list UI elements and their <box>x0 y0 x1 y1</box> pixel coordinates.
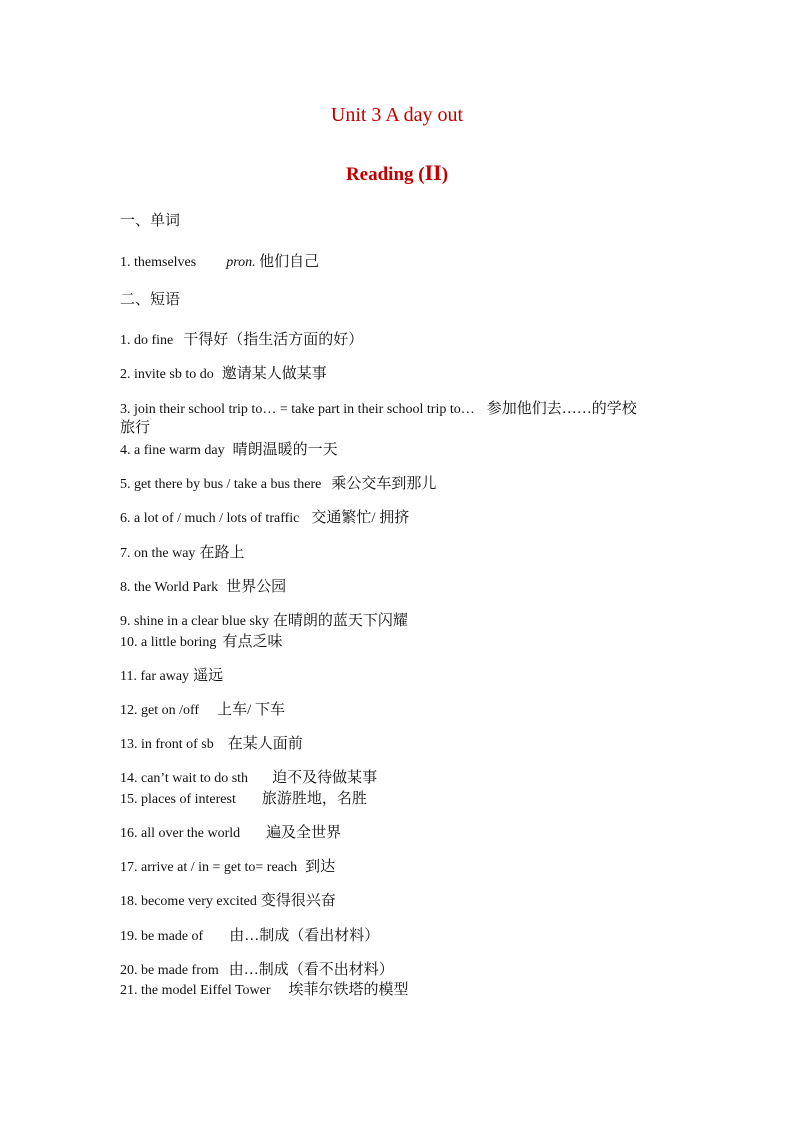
subtitle-number: II <box>424 160 442 185</box>
phrase-english: 14. can’t wait to do sth <box>120 771 249 786</box>
phrase-english: 11. far away <box>120 669 190 684</box>
section-heading-words: 一、单词 <box>120 213 181 229</box>
phrase-english: 17. arrive at / in = get to= reach <box>120 860 298 875</box>
phrase-chinese: 世界公园 <box>226 579 287 595</box>
phrase-item <box>120 364 327 385</box>
phrase-english: 10. a little boring <box>120 635 217 650</box>
phrase-english: 13. in front of sb <box>120 737 214 752</box>
phrase-english: 19. be made of <box>120 929 204 944</box>
phrase-chinese: 遥远 <box>193 668 224 684</box>
phrase-english: 7. on the way <box>120 546 196 561</box>
word-chinese: 他们自己 <box>259 254 320 270</box>
phrase-item <box>120 474 436 495</box>
phrase-chinese: 在晴朗的蓝天下闪耀 <box>272 613 408 629</box>
phrase-chinese: 参加他们去……的学校 <box>486 401 637 417</box>
phrase-chinese: 乘公交车到那儿 <box>331 476 437 492</box>
phrase-english: 18. become very excited <box>120 894 257 909</box>
phrase-chinese: 旅游胜地，名胜 <box>261 791 367 807</box>
phrase-english: 6. a lot of / much / lots of traffic <box>120 511 300 526</box>
phrase-item <box>120 577 286 598</box>
phrase-chinese: 有点乏味 <box>222 634 283 650</box>
phrase-english: 15. places of interest <box>120 792 236 807</box>
phrase-chinese: 到达 <box>305 859 336 875</box>
phrase-english: 2. invite sb to do <box>120 367 214 382</box>
phrase-item <box>120 823 341 844</box>
phrase-english: 21. the model Eiffel Tower <box>120 983 271 998</box>
phrase-chinese: 交通繁忙/ 拥挤 <box>311 510 410 526</box>
phrase-chinese: 迫不及待做某事 <box>272 770 378 786</box>
phrase-item <box>120 768 377 789</box>
phrase-english: 4. a fine warm day <box>120 443 225 458</box>
phrase-english: 3. join their school trip to… = take part in their school trip to… <box>120 402 475 417</box>
word-part-of-speech: pron. <box>226 255 256 270</box>
phrase-chinese: 由…制成（看不出材料） <box>228 962 394 978</box>
phrase-item <box>120 543 244 564</box>
phrase-item <box>120 700 285 721</box>
phrase-english: 12. get on /off <box>120 703 200 718</box>
phrase-item <box>120 611 408 632</box>
page-subtitle <box>0 160 794 186</box>
phrase-item <box>120 666 223 687</box>
phrase-english: 1. do fine <box>120 333 174 348</box>
phrase-item <box>120 330 363 351</box>
phrase-english: 9. shine in a clear blue sky <box>120 614 269 629</box>
phrase-item <box>120 960 394 981</box>
phrase-item-continued: 旅行 <box>120 420 151 436</box>
phrase-item <box>120 508 409 529</box>
phrase-item <box>120 926 379 947</box>
phrase-chinese: 晴朗温暖的一天 <box>232 442 338 458</box>
phrase-chinese: 由…制成（看出材料） <box>229 928 380 944</box>
phrase-item <box>120 980 409 1001</box>
phrase-chinese: 邀请某人做某事 <box>221 366 327 382</box>
phrase-english: 8. the World Park <box>120 580 219 595</box>
phrase-chinese: 埃菲尔铁塔的模型 <box>288 982 409 998</box>
phrase-item <box>120 632 282 653</box>
phrase-chinese: 遍及全世界 <box>266 825 342 841</box>
phrase-item <box>120 399 637 420</box>
word-english: 1. themselves <box>120 255 197 270</box>
phrase-chinese: 在某人面前 <box>227 736 303 752</box>
phrase-chinese: 变得很兴奋 <box>260 893 336 909</box>
phrase-english: 5. get there by bus / take a bus there <box>120 477 322 492</box>
phrase-english: 20. be made from <box>120 963 219 978</box>
phrase-chinese: 干得好（指生活方面的好） <box>183 332 364 348</box>
phrase-item <box>120 734 303 755</box>
phrase-item <box>120 891 336 912</box>
page-title: Unit 3 A day out <box>330 104 464 126</box>
phrase-chinese: 上车/ 下车 <box>217 702 285 718</box>
phrase-english: 16. all over the world <box>120 826 241 841</box>
word-entry <box>120 252 319 273</box>
phrase-item <box>120 789 367 810</box>
phrase-chinese: 在路上 <box>199 545 245 561</box>
phrase-item <box>120 857 335 878</box>
subtitle-end: ) <box>441 164 449 185</box>
section-heading-phrases: 二、短语 <box>120 292 181 308</box>
phrase-item <box>120 440 338 461</box>
subtitle-text: Reading ( <box>345 164 425 185</box>
